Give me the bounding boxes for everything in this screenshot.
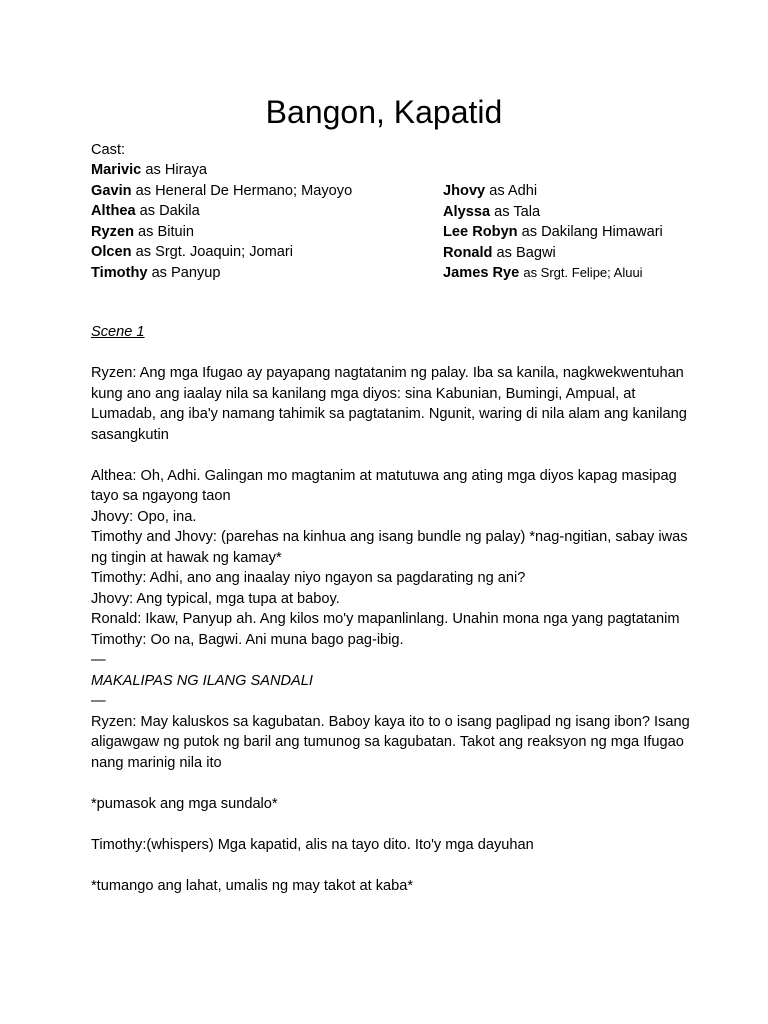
cast-actor: Marivic: [91, 162, 142, 178]
cast-actor: Jhovy: [443, 183, 486, 199]
scene-divider: —: [91, 693, 106, 709]
cast-actor: Timothy: [91, 264, 148, 281]
cast-actor: Althea: [91, 203, 136, 219]
script-paragraph: Althea: Oh, Adhi. Galingan mo magtanim at matutuwa ang ating mga diyos kapag masipag tayo sa ngayong taon: [91, 467, 677, 504]
stage-direction: *pumasok ang mga sundalo*: [91, 795, 278, 812]
script-line: Timothy and Jhovy: (parehas na kinhua ang isang bundle ng palay) *nag-ngitian, sabay iwas ng tingin at hawak ng kamay*: [91, 529, 688, 566]
cast-role: as Srgt. Joaquin; Jomari: [135, 244, 293, 260]
cast-label: Cast:: [91, 142, 126, 158]
cast-actor: Ryzen: [91, 223, 134, 240]
cast-list-right: [443, 181, 763, 284]
cast-role: as Heneral De Hermano; Mayoyo: [135, 182, 353, 199]
stage-direction: *tumango ang lahat, umalis ng may takot at kaba*: [91, 877, 414, 894]
cast-role: as Panyup: [151, 264, 221, 281]
cast-actor: Lee Robyn: [443, 224, 518, 240]
cast-entry: [91, 181, 441, 202]
cast-entry: [91, 160, 441, 181]
cast-role: as Bagwi: [496, 244, 556, 261]
cast-actor: Gavin: [91, 182, 132, 199]
scene-heading: Scene 1: [91, 324, 145, 340]
cast-entry: [443, 243, 763, 264]
cast-entry: [91, 242, 441, 263]
script-line: Jhovy: Opo, ina.: [91, 508, 197, 525]
cast-entry: [91, 201, 441, 222]
script-paragraph: Ryzen: Ang mga Ifugao ay payapang nagtatanim ng palay. Iba sa kanila, nagkwekwentuhan kung ano ang iaalay nila sa kanilang mga diyos: sina Kabunian, Bumingi, Ampual, at Lumadab, ang iba'y namang tahimik sa pagtatanim. Ngunit, waring di nila alam ang kanilang sasangkutin: [91, 365, 687, 443]
script-line: Timothy: Adhi, ano ang inaalay niyo ngayon sa pagdarating ng ani?: [91, 570, 526, 586]
cast-entry: [443, 222, 763, 243]
cast-actor: Olcen: [91, 244, 132, 260]
script-line: Timothy:(whispers) Mga kapatid, alis na tayo dito. Ito'y mga dayuhan: [91, 836, 534, 853]
interlude-heading: MAKALIPAS NG ILANG SANDALI: [91, 672, 313, 689]
scene-divider: —: [91, 652, 106, 668]
cast-list-left: [91, 160, 441, 283]
cast-role: as Dakilang Himawari: [521, 224, 663, 240]
cast-entry: [91, 222, 441, 243]
script-line: Timothy: Oo na, Bagwi. Ani muna bago pag-ibig.: [91, 631, 404, 648]
cast-role: as Dakila: [139, 203, 200, 219]
cast-entry: [443, 263, 763, 284]
cast-role: as Hiraya: [145, 162, 207, 178]
script-line: Jhovy: Ang typical, mga tupa at baboy.: [91, 590, 340, 607]
script-body: [91, 322, 691, 896]
cast-actor: Ronald: [443, 244, 493, 261]
script-line: Ronald: Ikaw, Panyup ah. Ang kilos mo'y mapanlinlang. Unahin mona nga yang pagtatanim: [91, 611, 680, 627]
cast-role: as Bituin: [138, 223, 195, 240]
cast-role: as Tala: [494, 203, 541, 220]
cast-actor: Alyssa: [443, 203, 491, 220]
cast-entry: [443, 202, 763, 223]
cast-entry: [91, 263, 441, 284]
document-title: Bangon, Kapatid: [265, 94, 503, 130]
script-paragraph: Ryzen: May kaluskos sa kagubatan. Baboy kaya ito to o isang paglipad ng isang ibon? Isang aligawgaw ng putok ng baril ang tumunog sa kagubatan. Takot ang reaksyon ng mga Ifugao nang marinig nila ito: [91, 713, 690, 771]
cast-role: as Adhi: [489, 183, 538, 199]
cast-actor: James Rye: [443, 265, 520, 281]
cast-entry: [443, 181, 763, 202]
cast-role: as Srgt. Felipe; Aluui: [523, 265, 643, 280]
